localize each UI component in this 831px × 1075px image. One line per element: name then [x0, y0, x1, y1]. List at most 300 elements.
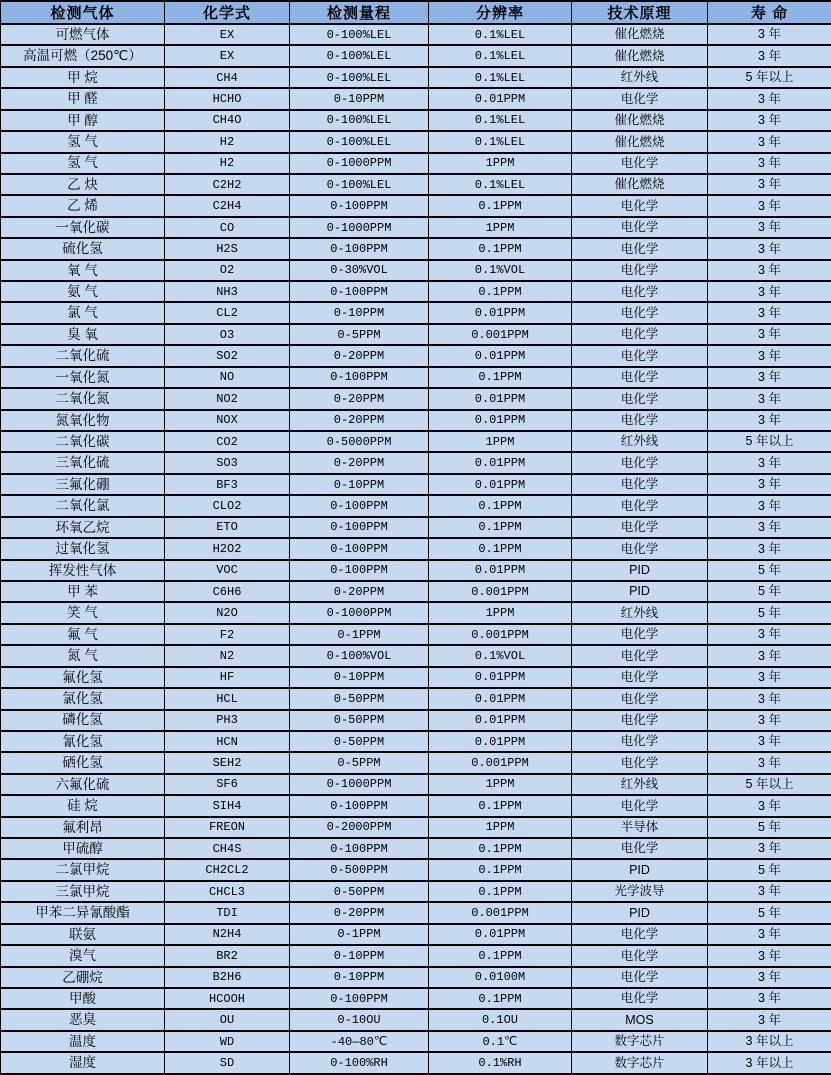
cell: 0.1PPM — [429, 281, 572, 302]
cell: 5 年 — [708, 602, 831, 623]
cell: 3 年 — [708, 645, 831, 666]
cell: 0-100%LEL — [290, 174, 429, 195]
cell: N2O — [165, 602, 290, 623]
cell: 温度 — [1, 1031, 165, 1052]
cell: 0-100%LEL — [290, 110, 429, 131]
cell: 3 年 — [708, 838, 831, 859]
table-row — [1, 902, 831, 923]
cell: 0-100PPM — [290, 795, 429, 816]
cell: CO — [165, 217, 290, 238]
cell: 六氟化硫 — [1, 774, 165, 795]
cell: 电化学 — [572, 410, 708, 431]
cell: 0-100%LEL — [290, 131, 429, 152]
cell: 3 年以上 — [708, 1052, 831, 1074]
cell: 5 年 — [708, 581, 831, 602]
table-row — [1, 967, 831, 988]
cell: 硒化氢 — [1, 752, 165, 773]
cell: 电化学 — [572, 538, 708, 559]
cell: SIH4 — [165, 795, 290, 816]
cell: BR2 — [165, 945, 290, 966]
table-row — [1, 174, 831, 195]
cell: CO2 — [165, 431, 290, 452]
cell: 电化学 — [572, 945, 708, 966]
cell: PID — [572, 859, 708, 880]
cell: 0.1%RH — [429, 1052, 572, 1074]
cell: 硅 烷 — [1, 795, 165, 816]
cell: 电化学 — [572, 967, 708, 988]
cell: 三氧化硫 — [1, 452, 165, 473]
cell: 3 年 — [708, 388, 831, 409]
cell: 甲 醛 — [1, 88, 165, 109]
cell: 乙 炔 — [1, 174, 165, 195]
cell: 3 年 — [708, 688, 831, 709]
cell: HCN — [165, 731, 290, 752]
cell: 电化学 — [572, 474, 708, 495]
cell: 3 年 — [708, 281, 831, 302]
cell: 二氧化硫 — [1, 345, 165, 366]
cell: 0.001PPM — [429, 581, 572, 602]
cell: PID — [572, 581, 708, 602]
cell: 过氧化氢 — [1, 538, 165, 559]
table-row — [1, 474, 831, 495]
table-row — [1, 302, 831, 323]
table-row — [1, 774, 831, 795]
cell: 0.1%LEL — [429, 67, 572, 88]
cell: 电化学 — [572, 195, 708, 216]
cell: 1PPM — [429, 817, 572, 838]
table-row — [1, 645, 831, 666]
cell: 恶臭 — [1, 1009, 165, 1030]
cell: 笑 气 — [1, 602, 165, 623]
cell: H2 — [165, 153, 290, 174]
cell: NO — [165, 367, 290, 388]
cell: 3 年 — [708, 924, 831, 945]
table-row — [1, 1052, 831, 1074]
cell: 3 年 — [708, 945, 831, 966]
cell: 0.1PPM — [429, 367, 572, 388]
cell: 硫化氢 — [1, 238, 165, 259]
cell: 0-50PPM — [290, 731, 429, 752]
cell: FREON — [165, 817, 290, 838]
cell: 0.001PPM — [429, 324, 572, 345]
cell: MOS — [572, 1009, 708, 1030]
cell: 0.001PPM — [429, 752, 572, 773]
cell: 3 年 — [708, 517, 831, 538]
cell: 3 年 — [708, 24, 831, 45]
cell: 0.01PPM — [429, 302, 572, 323]
cell: 电化学 — [572, 302, 708, 323]
cell: 氟 气 — [1, 624, 165, 645]
cell: 3 年 — [708, 217, 831, 238]
cell: 电化学 — [572, 624, 708, 645]
cell: 0.01PPM — [429, 452, 572, 473]
cell: 0-10OU — [290, 1009, 429, 1030]
cell: 0-5000PPM — [290, 431, 429, 452]
cell: 氟利昂 — [1, 817, 165, 838]
cell: 0.1%LEL — [429, 131, 572, 152]
cell: WD — [165, 1031, 290, 1052]
cell: 0-20PPM — [290, 581, 429, 602]
table-row — [1, 195, 831, 216]
cell: 0-10PPM — [290, 302, 429, 323]
cell: ETO — [165, 517, 290, 538]
cell: 0-500PPM — [290, 859, 429, 880]
cell: 3 年 — [708, 967, 831, 988]
column-header-4: 技术原理 — [572, 1, 708, 24]
cell: 0-100PPM — [290, 560, 429, 581]
cell: 催化燃烧 — [572, 174, 708, 195]
cell: 光学波导 — [572, 881, 708, 902]
cell: 3 年 — [708, 238, 831, 259]
cell: 磷化氢 — [1, 710, 165, 731]
cell: 0.1%VOL — [429, 645, 572, 666]
cell: 0.01PPM — [429, 410, 572, 431]
cell: 0.1PPM — [429, 517, 572, 538]
cell: 3 年 — [708, 452, 831, 473]
table-row — [1, 131, 831, 152]
cell: 0-100PPM — [290, 495, 429, 516]
cell: 0-100PPM — [290, 238, 429, 259]
cell: 0-2000PPM — [290, 817, 429, 838]
cell: 3 年 — [708, 174, 831, 195]
cell: O3 — [165, 324, 290, 345]
cell: 0-50PPM — [290, 688, 429, 709]
cell: 3 年 — [708, 474, 831, 495]
cell: 0-100%LEL — [290, 24, 429, 45]
cell: 甲酸 — [1, 988, 165, 1009]
cell: 甲苯二异氰酸酯 — [1, 902, 165, 923]
cell: 电化学 — [572, 731, 708, 752]
cell: 3 年 — [708, 795, 831, 816]
cell: 5 年以上 — [708, 774, 831, 795]
cell: -40—80℃ — [290, 1031, 429, 1052]
cell: 0-100PPM — [290, 281, 429, 302]
column-header-1: 化学式 — [165, 1, 290, 24]
table-row — [1, 1009, 831, 1030]
cell: 1PPM — [429, 217, 572, 238]
cell: O2 — [165, 260, 290, 281]
cell: SO3 — [165, 452, 290, 473]
cell: NH3 — [165, 281, 290, 302]
cell: 0-5PPM — [290, 752, 429, 773]
cell: 电化学 — [572, 217, 708, 238]
cell: 0.1PPM — [429, 795, 572, 816]
cell: 电化学 — [572, 452, 708, 473]
cell: VOC — [165, 560, 290, 581]
cell: 5 年以上 — [708, 67, 831, 88]
cell: 甲 醇 — [1, 110, 165, 131]
table-row — [1, 517, 831, 538]
cell: H2O2 — [165, 538, 290, 559]
table-body — [1, 24, 831, 1074]
cell: 甲硫醇 — [1, 838, 165, 859]
cell: 乙 烯 — [1, 195, 165, 216]
cell: 电化学 — [572, 281, 708, 302]
table-row — [1, 1031, 831, 1052]
cell: HCOOH — [165, 988, 290, 1009]
cell: 0-10PPM — [290, 88, 429, 109]
cell: 1PPM — [429, 602, 572, 623]
cell: BF3 — [165, 474, 290, 495]
cell: 0-100PPM — [290, 517, 429, 538]
cell: CH4O — [165, 110, 290, 131]
cell: 0.1%VOL — [429, 260, 572, 281]
cell: 氧 气 — [1, 260, 165, 281]
cell: 3 年 — [708, 881, 831, 902]
cell: 0-1000PPM — [290, 774, 429, 795]
cell: 甲 苯 — [1, 581, 165, 602]
cell: N2H4 — [165, 924, 290, 945]
cell: 0.01PPM — [429, 710, 572, 731]
cell: 0-1000PPM — [290, 217, 429, 238]
cell: 0.0100M — [429, 967, 572, 988]
cell: 红外线 — [572, 774, 708, 795]
cell: H2S — [165, 238, 290, 259]
cell: 3 年以上 — [708, 1031, 831, 1052]
table-row — [1, 238, 831, 259]
cell: 氨 气 — [1, 281, 165, 302]
cell: SO2 — [165, 345, 290, 366]
cell: 0.1PPM — [429, 495, 572, 516]
cell: 氰化氢 — [1, 731, 165, 752]
cell: 0.001PPM — [429, 902, 572, 923]
cell: 3 年 — [708, 195, 831, 216]
cell: 数字芯片 — [572, 1052, 708, 1074]
cell: 3 年 — [708, 495, 831, 516]
cell: 电化学 — [572, 838, 708, 859]
cell: 臭 氧 — [1, 324, 165, 345]
cell: TDI — [165, 902, 290, 923]
table-row — [1, 538, 831, 559]
cell: 0-100%RH — [290, 1052, 429, 1074]
cell: C2H2 — [165, 174, 290, 195]
cell: 3 年 — [708, 110, 831, 131]
cell: 二氧化碳 — [1, 431, 165, 452]
cell: 3 年 — [708, 345, 831, 366]
cell: 0.1%LEL — [429, 45, 572, 66]
cell: 0.1%LEL — [429, 110, 572, 131]
cell: 3 年 — [708, 710, 831, 731]
cell: HCL — [165, 688, 290, 709]
cell: 0-1PPM — [290, 924, 429, 945]
cell: 0.1PPM — [429, 859, 572, 880]
cell: 0-100%VOL — [290, 645, 429, 666]
cell: 0-100%LEL — [290, 67, 429, 88]
table-row — [1, 24, 831, 45]
column-header-0: 检测气体 — [1, 1, 165, 24]
cell: 3 年 — [708, 538, 831, 559]
cell: 0-10PPM — [290, 474, 429, 495]
cell: 电化学 — [572, 88, 708, 109]
cell: SD — [165, 1052, 290, 1074]
cell: 0-20PPM — [290, 410, 429, 431]
cell: 0.1℃ — [429, 1031, 572, 1052]
table-row — [1, 324, 831, 345]
cell: EX — [165, 24, 290, 45]
cell: 数字芯片 — [572, 1031, 708, 1052]
cell: 0-10PPM — [290, 945, 429, 966]
cell: CLO2 — [165, 495, 290, 516]
cell: 高温可燃（250℃） — [1, 45, 165, 66]
table-row — [1, 410, 831, 431]
table-row — [1, 924, 831, 945]
cell: 电化学 — [572, 388, 708, 409]
table-row — [1, 838, 831, 859]
cell: CH2CL2 — [165, 859, 290, 880]
cell: 电化学 — [572, 667, 708, 688]
cell: 0.1PPM — [429, 195, 572, 216]
cell: C2H4 — [165, 195, 290, 216]
cell: CL2 — [165, 302, 290, 323]
cell: 溴气 — [1, 945, 165, 966]
table-row — [1, 859, 831, 880]
cell: 0-1PPM — [290, 624, 429, 645]
cell: 0.01PPM — [429, 731, 572, 752]
table-row — [1, 452, 831, 473]
cell: 0.1OU — [429, 1009, 572, 1030]
cell: 5 年 — [708, 560, 831, 581]
cell: 3 年 — [708, 752, 831, 773]
cell: 0.1PPM — [429, 988, 572, 1009]
cell: 0-1000PPM — [290, 602, 429, 623]
cell: 0.01PPM — [429, 924, 572, 945]
cell: 二氧化氮 — [1, 388, 165, 409]
cell: 0-50PPM — [290, 710, 429, 731]
cell: OU — [165, 1009, 290, 1030]
cell: EX — [165, 45, 290, 66]
cell: 0-10PPM — [290, 667, 429, 688]
cell: 电化学 — [572, 260, 708, 281]
cell: 3 年 — [708, 88, 831, 109]
cell: 0-100PPM — [290, 988, 429, 1009]
cell: 0.01PPM — [429, 667, 572, 688]
table-row — [1, 581, 831, 602]
table-row — [1, 281, 831, 302]
cell: 3 年 — [708, 988, 831, 1009]
cell: 红外线 — [572, 602, 708, 623]
cell: CH4 — [165, 67, 290, 88]
table-row — [1, 560, 831, 581]
cell: 电化学 — [572, 153, 708, 174]
cell: PH3 — [165, 710, 290, 731]
cell: 1PPM — [429, 153, 572, 174]
cell: 3 年 — [708, 131, 831, 152]
cell: 联氨 — [1, 924, 165, 945]
table-row — [1, 495, 831, 516]
cell: 催化燃烧 — [572, 45, 708, 66]
table-row — [1, 260, 831, 281]
cell: 0-50PPM — [290, 881, 429, 902]
cell: 0.1%LEL — [429, 24, 572, 45]
cell: 3 年 — [708, 410, 831, 431]
table-row — [1, 388, 831, 409]
cell: 电化学 — [572, 988, 708, 1009]
cell: 5 年以上 — [708, 431, 831, 452]
cell: 0.01PPM — [429, 88, 572, 109]
cell: 电化学 — [572, 752, 708, 773]
cell: 一氧化碳 — [1, 217, 165, 238]
cell: 0-20PPM — [290, 345, 429, 366]
cell: 氯化氢 — [1, 688, 165, 709]
cell: PID — [572, 902, 708, 923]
cell: 5 年 — [708, 859, 831, 880]
cell: 电化学 — [572, 517, 708, 538]
column-header-3: 分辨率 — [429, 1, 572, 24]
header-row — [1, 1, 831, 24]
cell: 0-100%LEL — [290, 45, 429, 66]
cell: 红外线 — [572, 67, 708, 88]
table-row — [1, 367, 831, 388]
cell: PID — [572, 560, 708, 581]
cell: 0-100PPM — [290, 838, 429, 859]
cell: 0-1000PPM — [290, 153, 429, 174]
cell: 催化燃烧 — [572, 131, 708, 152]
cell: 电化学 — [572, 924, 708, 945]
column-header-2: 检测量程 — [290, 1, 429, 24]
cell: 电化学 — [572, 795, 708, 816]
table-row — [1, 710, 831, 731]
cell: H2 — [165, 131, 290, 152]
cell: F2 — [165, 624, 290, 645]
table-row — [1, 624, 831, 645]
cell: 电化学 — [572, 645, 708, 666]
table-header — [1, 1, 831, 24]
cell: 电化学 — [572, 238, 708, 259]
column-header-5: 寿 命 — [708, 1, 831, 24]
cell: 0-10PPM — [290, 967, 429, 988]
cell: 氮氧化物 — [1, 410, 165, 431]
cell: 3 年 — [708, 324, 831, 345]
cell: 0-100PPM — [290, 367, 429, 388]
cell: 三氯甲烷 — [1, 881, 165, 902]
cell: 可燃气体 — [1, 24, 165, 45]
cell: 氢 气 — [1, 131, 165, 152]
cell: 0-100PPM — [290, 195, 429, 216]
cell: 0-20PPM — [290, 902, 429, 923]
cell: 0.001PPM — [429, 624, 572, 645]
cell: 0.1PPM — [429, 945, 572, 966]
cell: 电化学 — [572, 324, 708, 345]
cell: 二氯甲烷 — [1, 859, 165, 880]
cell: 湿度 — [1, 1052, 165, 1074]
cell: 0.01PPM — [429, 688, 572, 709]
table-row — [1, 67, 831, 88]
cell: 3 年 — [708, 731, 831, 752]
table-row — [1, 688, 831, 709]
cell: B2H6 — [165, 967, 290, 988]
cell: 0.01PPM — [429, 474, 572, 495]
cell: 三氟化硼 — [1, 474, 165, 495]
cell: 电化学 — [572, 367, 708, 388]
cell: 电化学 — [572, 495, 708, 516]
table-row — [1, 795, 831, 816]
cell: 3 年 — [708, 1009, 831, 1030]
table-row — [1, 217, 831, 238]
cell: 0-20PPM — [290, 388, 429, 409]
cell: 红外线 — [572, 431, 708, 452]
table-row — [1, 881, 831, 902]
cell: 半导体 — [572, 817, 708, 838]
cell: 3 年 — [708, 624, 831, 645]
cell: 甲 烷 — [1, 67, 165, 88]
cell: 挥发性气体 — [1, 560, 165, 581]
cell: HF — [165, 667, 290, 688]
table-row — [1, 731, 831, 752]
cell: 0.01PPM — [429, 560, 572, 581]
cell: 3 年 — [708, 153, 831, 174]
cell: 0.1PPM — [429, 238, 572, 259]
cell: 电化学 — [572, 710, 708, 731]
